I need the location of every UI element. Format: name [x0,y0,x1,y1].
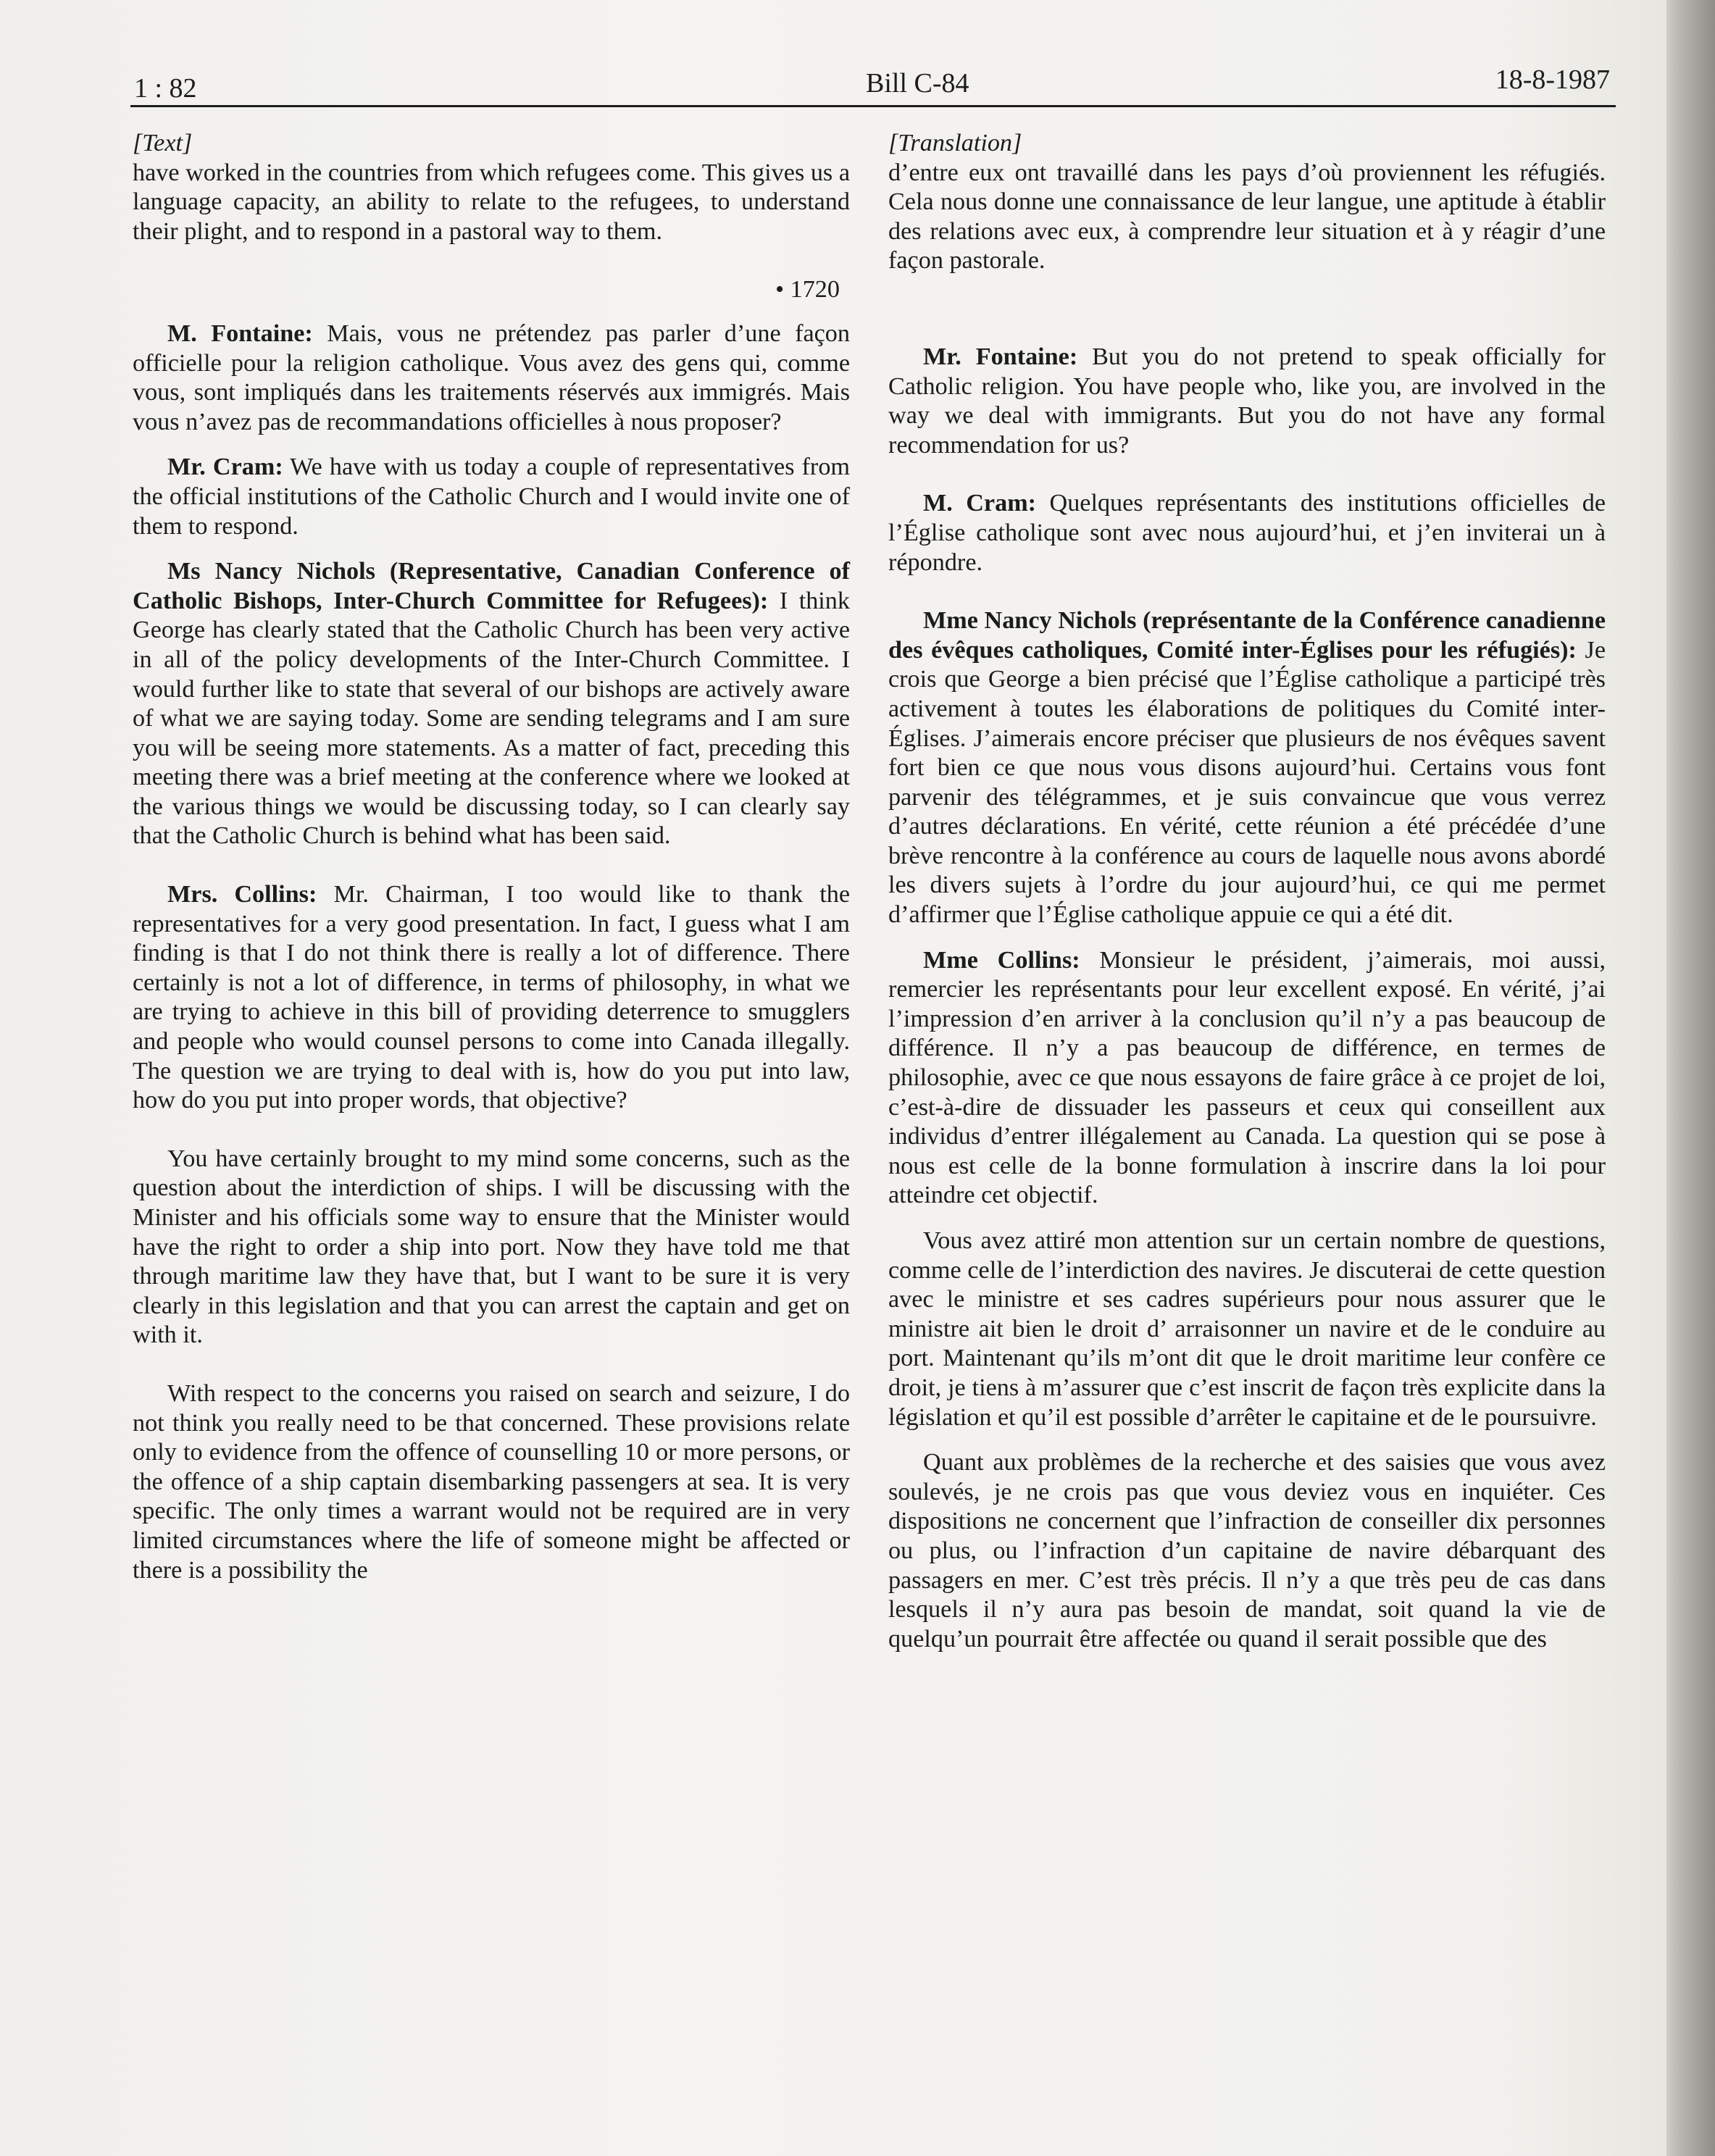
paragraph: You have certainly brought to my mind some concerns, such as the question about the interdiction of ships. I will be discussing with the Minister and his officials some way to ensure that the Minister would have the right to order a ship into port. Now they have told me that through maritime law they have that, but I want to be sure it is very clearly in this legislation and that you can arrest the captain and get on with it. [133,1145,850,1349]
text-tag: [Text] [133,130,193,156]
translation-tag: [Translation] [888,130,1022,156]
speech-text: I think George has clearly stated that the Catholic Church has been very active in all of the policy developments of the Inter-Church Committee. I would further like to state that several of our bishops are actively aware of what we are saying today. Some are sending telegrams and I am sure you will be seeing more statements. As a matter of fact, preceding this meeting there was a brief meeting at the conference where we looked at the various things we would be discussing today, so I can clearly say that the Catholic Church is behind what has been said. [133,587,850,850]
speaker-name: Mr. Fontaine: [923,343,1078,370]
speaker-name: M. Fontaine: [167,319,313,347]
speaker-name: Mr. Cram: [167,454,283,481]
speaker-name: Mrs. Collins: [167,881,317,908]
french-column [888,129,1606,1670]
paragraph: d’entre eux ont travaillé dans les pays d’où proviennent les réfugiés. Cela nous donne une connaissance de leur langue, une aptitude à établir des relations avec eux, à comprendre leur situation et à y réagir d’une façon pastorale. [888,159,1606,275]
speech-fontaine [133,319,850,437]
bill-title: Bill C-84 [866,68,969,99]
speaker-name: Mme Nancy Nichols (représentante de la Conférence canadienne des évêques catholiques, Comité inter-Églises pour les réfugiés): [888,607,1606,664]
speaker-name: Mme Collins: [923,946,1080,974]
paragraph: Quant aux problèmes de la recherche et des saisies que vous avez soulevés, je ne crois pas que vous deviez vous en inquiéter. Ces dispositions ne concernent que l’infraction de conseiller dix personnes ou plus, ou l’infraction d’un capitaine de navire débarquant des passagers en mer. C’est très précis. Il n’y a que très peu de cas dans lesquels il n’y aura pas besoin de mandat, soit quand la vie de quelqu’un pourrait être affectée ou quand il serait possible que des [888,1449,1606,1652]
paragraph: With respect to the concerns you raised on search and seizure, I do not think you really need to be that concerned. These provisions relate only to evidence from the offence of counselling 10 or more persons, or the offence of a ship captain disembarking passengers at sea. It is very specific. The only times a warrant would not be required are in very limited circumstances where the life of someone might be affected or there is a possibility the [133,1379,850,1584]
paragraph: Vous avez attiré mon attention sur un certain nombre de questions, comme celle de l’interdiction des navires. Je discuterai de cette question avec le ministre et ses cadres supérieurs pour nous assurer que le ministre ait bien le droit d’ arraisonner un navire et de le conduire au port. Maintenant qu’ils m’ont dit que le droit maritime leur confère ce droit, je tiens à m’assurer que c’est inscrit de façon très explicite dans la législation et qu’il est possible d’arrêter le capitaine et de le poursuivre. [888,1227,1606,1431]
paragraph: have worked in the countries from which refugees come. This gives us a language capacity, an ability to relate to the refugees, to understand their plight, and to respond in a pastoral way to them. [133,159,850,245]
header-rule [130,105,1616,107]
speech-cram [888,489,1606,577]
speech-nichols [133,557,850,851]
time-marker: • 1720 [775,276,840,304]
page-number: 1 : 82 [134,73,197,104]
speech-text: Je crois que George a bien précisé que l’Église catholique a participé très activement à toutes les élaborations de politiques du Comité inter-Églises. J’aimerais encore préciser que plusieurs de nos évêques savent fort bien ce que nous vous disons aujourd’hui. Certains vous font parvenir des télégrammes, et je suis convaincue que vous verrez d’autres déclarations. En vérité, cette réunion a été précédée d’une brève rencontre à la conférence au cours de laquelle nous avons abordé les divers sujets à l’ordre du jour aujourd’hui, ce qui me permet d’affirmer que l’Église catholique appuie ce qui a été dit. [888,636,1606,929]
speech-text: Quelques représentants des institutions officielles de l’Église catholique sont avec nous aujourd’hui, et j’en inviterai un à répondre. [888,490,1606,576]
speech-collins [888,946,1606,1211]
running-header [130,64,1616,107]
speaker-name: M. Cram: [923,490,1037,517]
speech-fontaine [888,343,1606,460]
speech-cram [133,453,850,541]
session-date: 18-8-1987 [1495,64,1610,95]
speech-text: Mr. Chairman, I too would like to thank the representatives for a very good presentation. In fact, I guess what I am finding is that I do not think there is really a lot of difference. There certainly is not a lot of difference, in terms of philosophy, in what we are trying to achieve in this bill of providing deterrence to smugglers and people who would counsel persons to come into Canada illegally. The question we are trying to deal with is, how do you put into law, how do you put into proper words, that objective? [133,881,850,1114]
speaker-name: Ms Nancy Nichols (Representative, Canadian Conference of Catholic Bishops, Inter-Church Committee for Refugees): [133,558,850,614]
speech-text: Mais, vous ne prétendez pas parler d’une façon officielle pour la religion catholique. Vous avez des gens qui, comme vous, sont impliqués dans les traitements réservés aux immigrés. Mais vous n’avez pas de recommandations officielles à nous proposer? [133,319,850,435]
speech-nichols [888,606,1606,930]
speech-text: But you do not pretend to speak officially for Catholic religion. You have people who, like you, are involved in the way we deal with immigrants. But you do not have any formal recommendation for us? [888,343,1606,459]
page-edge-shadow [1666,0,1715,2156]
english-column [133,129,850,1601]
speech-text: We have with us today a couple of representatives from the official institutions of the Catholic Church and I would invite one of them to respond. [133,454,850,540]
speech-collins [133,880,850,1116]
speech-text: Monsieur le président, j’aimerais, moi aussi, remercier les représentants pour leur excellent exposé. En vérité, j’ai l’impression d’en arriver à la conclusion qu’il n’y a pas beaucoup de différence. Il n’y a pas beaucoup de différence, en termes de philosophie, avec ce que nous essayons de faire grâce à ce projet de loi, c’est-à-dire de dissuader les passeurs et ceux qui conseillent aux individus d’entrer illégalement au Canada. La question qui se pose à nous est celle de la bonne formulation à inscrire dans la loi pour atteindre cet objectif. [888,946,1606,1209]
